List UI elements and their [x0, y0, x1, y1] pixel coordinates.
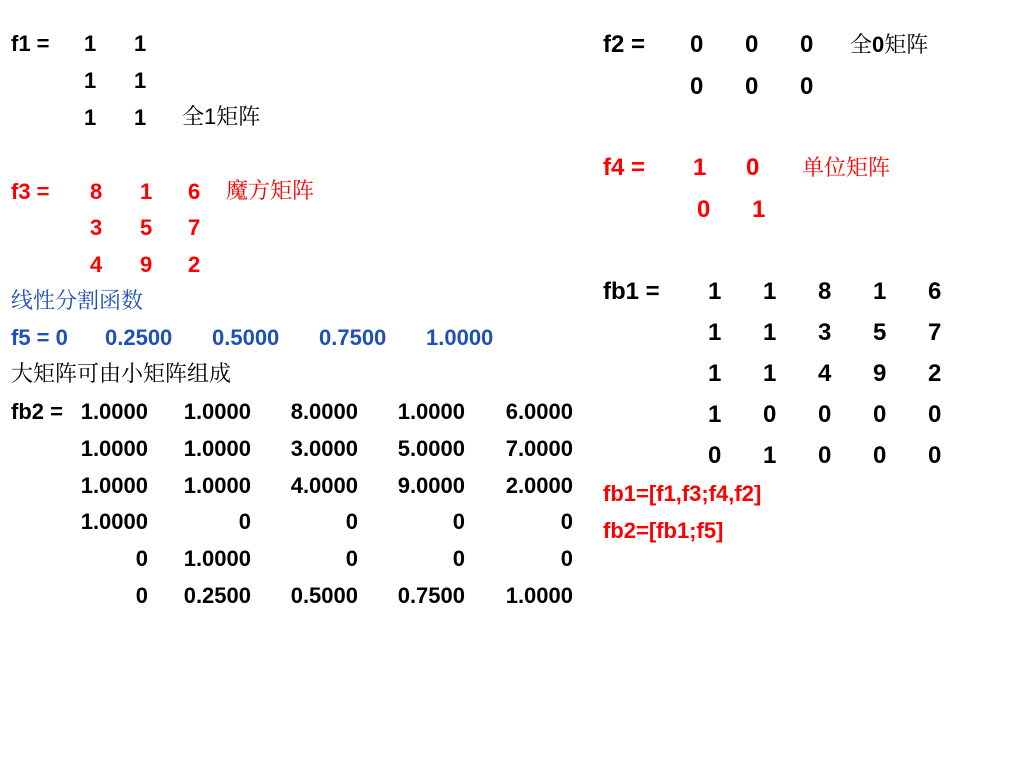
f5-label: f5 = 0: [11, 325, 68, 350]
matrix-cell: 0: [928, 401, 942, 428]
fb2-label: fb2 =: [11, 399, 63, 424]
f1-label: f1 =: [11, 31, 50, 56]
matrix-cell: 0: [452, 546, 465, 571]
matrix-cell: 2: [188, 252, 201, 277]
matrix-cell: 1.0000: [183, 473, 251, 498]
matrix-cell: 0: [345, 546, 358, 571]
matrix-cell: 6: [928, 278, 942, 305]
matrix-cell: 7.0000: [505, 436, 573, 461]
matrix-cell: 6: [188, 179, 201, 204]
matrix-cell: 1: [752, 196, 766, 223]
matrix-cell: 1: [763, 360, 777, 387]
matrix-cell: 3: [818, 319, 832, 346]
code-line-fb2: fb2=[fb1;f5]: [603, 518, 724, 543]
matrix-cell: 0: [928, 442, 942, 469]
matrix-cell: 0.7500: [397, 583, 465, 608]
f4-label: f4 =: [603, 154, 646, 181]
matrix-cell: 0: [690, 73, 704, 100]
f2-note: [850, 34, 928, 56]
matrix-cell: 3: [90, 215, 103, 240]
matrix-cell: 1: [763, 278, 777, 305]
matrix-cell: 1.0000: [183, 399, 251, 424]
matrix-cell: 1.0000: [397, 399, 465, 424]
matrix-cell: 0: [135, 546, 148, 571]
matrix-cell: 0: [873, 401, 887, 428]
matrix-cell: 1: [134, 68, 147, 93]
matrix-cell: 1.0000: [80, 436, 148, 461]
f5-value: 1.0000: [426, 325, 494, 350]
matrix-cell: 1.0000: [80, 509, 148, 534]
f5-value: 0.7500: [319, 325, 387, 350]
matrix-cell: 9: [873, 360, 887, 387]
matrix-cell: 5: [140, 215, 153, 240]
matrix-cell: 1: [708, 278, 722, 305]
matrix-cell: 7: [928, 319, 942, 346]
matrix-cell: 0: [745, 31, 759, 58]
matrix-cell: 5: [873, 319, 887, 346]
matrix-cell: 0: [697, 196, 711, 223]
matrix-cell: 2: [928, 360, 942, 387]
matrix-cell: 1: [134, 105, 147, 130]
matrix-cell: 0: [746, 154, 760, 181]
matrix-cell: 0: [560, 546, 573, 571]
matrix-cell: 1.0000: [80, 399, 148, 424]
matrix-cell: 1: [708, 319, 722, 346]
f5-value: 0.5000: [212, 325, 280, 350]
matrix-cell: 1.0000: [80, 473, 148, 498]
matrix-cell: 8.0000: [290, 399, 358, 424]
matrix-cell: 0: [690, 31, 704, 58]
matrix-cell: 0: [238, 509, 251, 534]
matrix-cell: 0: [452, 509, 465, 534]
matrix-cell: 0: [818, 442, 832, 469]
f2-note-prefix: 全: [850, 32, 873, 57]
f5-value: 0.2500: [105, 325, 173, 350]
matrix-cell: 9: [140, 252, 153, 277]
f4-note: 单位矩阵: [802, 155, 891, 180]
matrix-cell: 1.0000: [505, 583, 573, 608]
matrix-cell: 0.5000: [290, 583, 358, 608]
matrix-cell: 1: [134, 31, 147, 56]
f1-note: 全1矩阵: [182, 104, 261, 129]
matrix-cell: 7: [188, 215, 201, 240]
matrix-cell: 1.0000: [183, 546, 251, 571]
compose-heading: 大矩阵可由小矩阵组成: [11, 361, 232, 386]
matrix-cell: 5.0000: [397, 436, 465, 461]
matrix-cell: 1: [708, 360, 722, 387]
f3-note: 魔方矩阵: [226, 178, 315, 203]
matrix-cell: 1: [84, 105, 97, 130]
code-line-fb1: fb1=[f1,f3;f4,f2]: [603, 481, 762, 506]
fb1-label: fb1 =: [603, 278, 660, 305]
matrix-cell: 0: [818, 401, 832, 428]
linspace-heading: 线性分割函数: [11, 288, 144, 313]
matrix-cell: 1: [873, 278, 887, 305]
matrix-cell: 3.0000: [290, 436, 358, 461]
matrix-cell: 6.0000: [505, 399, 573, 424]
matrix-cell: 0: [800, 73, 814, 100]
matrix-cell: 2.0000: [505, 473, 573, 498]
matrix-cell: 1: [84, 68, 97, 93]
matrix-cell: 4: [818, 360, 832, 387]
matrix-cell: 0.2500: [183, 583, 251, 608]
matrix-cell: 0: [560, 509, 573, 534]
matrix-cell: 8: [818, 278, 832, 305]
matrix-cell: 1: [763, 442, 777, 469]
matrix-cell: 0: [873, 442, 887, 469]
matrix-cell: 1.0000: [183, 436, 251, 461]
f2-note-digit: 0: [872, 32, 885, 57]
matrix-cell: 0: [345, 509, 358, 534]
matrix-cell: 0: [800, 31, 814, 58]
matrix-cell: 0: [708, 442, 722, 469]
f2-label: f2 =: [603, 31, 646, 58]
matrix-cell: 1: [693, 154, 707, 181]
matrix-cell: 0: [135, 583, 148, 608]
matrix-cell: 1: [763, 319, 777, 346]
matrix-cell: 1: [140, 179, 153, 204]
f3-label: f3 =: [11, 179, 50, 204]
matrix-cell: 0: [745, 73, 759, 100]
matrix-cell: 0: [763, 401, 777, 428]
f2-note-suffix: 矩阵: [884, 32, 929, 57]
matrix-cell: 4.0000: [290, 473, 358, 498]
matrix-cell: 8: [90, 179, 103, 204]
matrix-cell: 1: [708, 401, 722, 428]
matrix-cell: 1: [84, 31, 97, 56]
matrix-cell: 9.0000: [397, 473, 465, 498]
matrix-cell: 4: [90, 252, 103, 277]
